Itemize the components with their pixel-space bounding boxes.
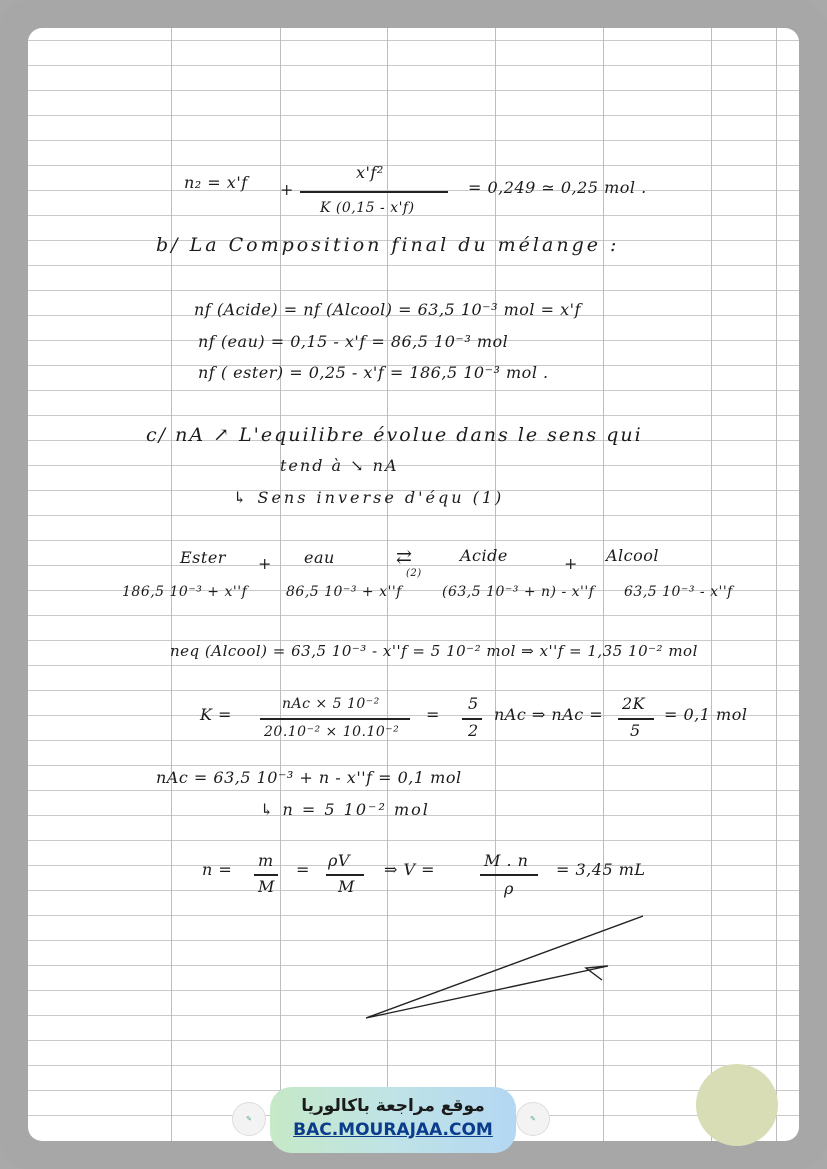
ruled-line: [28, 640, 799, 641]
ruled-line: [28, 690, 799, 691]
k-lhs: K =: [200, 705, 232, 724]
k-equals: =: [426, 705, 440, 724]
k-fraction-bar-2: [462, 718, 482, 720]
final-den-2: M: [338, 877, 355, 896]
final-equals: =: [296, 860, 310, 879]
final-bar-1: [254, 874, 278, 876]
fraction-numerator: x'f²: [356, 163, 384, 182]
nf-eau-line: nf (eau) = 0,15 - x'f = 86,5 10⁻³ mol: [198, 332, 509, 351]
k-result: = 0,1 mol: [664, 705, 748, 724]
n2-result: = 0,249 ≃ 0,25 mol .: [468, 178, 647, 197]
quantity-ester: 186,5 10⁻³ + x''f: [122, 584, 248, 600]
nf-acide-line: nf (Acide) = nf (Alcool) = 63,5 10⁻³ mol = x'f: [194, 300, 581, 319]
notebook-page: [28, 28, 799, 1141]
c-line-3: ↳ Sens inverse d'équ (1): [233, 488, 505, 507]
n2-lhs: n₂ = x'f: [184, 173, 248, 192]
site-banner[interactable]: [270, 1087, 516, 1153]
ruled-line: [28, 790, 799, 791]
ruled-line: [28, 840, 799, 841]
ruled-line: [28, 290, 799, 291]
ruled-line: [28, 565, 799, 566]
k-denominator-2: 2: [468, 721, 479, 740]
ruled-line: [28, 390, 799, 391]
ruled-line: [28, 65, 799, 66]
quantity-eau: 86,5 10⁻³ + x''f: [286, 584, 402, 600]
banner-arabic-text: موقع مراجعة باكالوريا: [301, 1096, 485, 1116]
neq-alcool-line: neq (Alcool) = 63,5 10⁻³ - x''f = 5 10⁻² mol ⇒ x''f = 1,35 10⁻² mol: [170, 642, 698, 660]
ruled-line: [28, 115, 799, 116]
species-acide: Acide: [460, 546, 508, 565]
fraction-denominator: K (0,15 - x'f): [320, 200, 415, 216]
k-numerator-2: 5: [468, 694, 479, 713]
final-num-3: M . n: [484, 851, 529, 870]
final-den-3: ρ: [504, 879, 514, 898]
final-num-2: ρV: [328, 851, 350, 870]
k-denominator: 20.10⁻² × 10.10⁻²: [264, 724, 400, 740]
ruled-line: [28, 90, 799, 91]
grid-line: [776, 28, 777, 1141]
ruled-line: [28, 615, 799, 616]
ruled-line: [28, 665, 799, 666]
heading-c: c/ nA ↗ L'equilibre évolue dans le sens qui: [146, 424, 643, 446]
ruled-line: [28, 1040, 799, 1041]
k-numerator: nAc × 5 10⁻²: [282, 696, 380, 712]
species-ester: Ester: [180, 548, 226, 567]
nac-line: nAc = 63,5 10⁻³ + n - x''f = 0,1 mol: [156, 768, 462, 787]
final-bar-3: [480, 874, 538, 876]
species-alcool: Alcool: [606, 546, 660, 565]
n-result-line: ↳ n = 5 10⁻² mol: [260, 800, 430, 819]
k-numerator-3: 2K: [622, 694, 646, 713]
species-plus-1: +: [258, 554, 272, 573]
final-den-1: M: [258, 877, 275, 896]
final-implies: ⇒ V =: [384, 860, 436, 879]
final-lhs: n =: [202, 860, 233, 879]
bacmath-badge-logo: [696, 1064, 778, 1146]
ruled-line: [28, 140, 799, 141]
ruled-line: [28, 40, 799, 41]
k-fraction-bar-3: [618, 718, 654, 720]
ruled-line: [28, 740, 799, 741]
ruled-line: [28, 765, 799, 766]
k-denominator-3: 5: [630, 721, 641, 740]
ruled-line: [28, 165, 799, 166]
k-fraction-bar: [260, 718, 410, 720]
equilibrium-arrow-icon: ⇄: [396, 546, 413, 568]
fraction-bar: [300, 191, 448, 193]
ruled-line: [28, 415, 799, 416]
ruled-line: [28, 890, 799, 891]
end-stroke-mark: [358, 908, 658, 1028]
ruled-line: [28, 515, 799, 516]
site-logo-icon: ✎: [516, 1102, 550, 1136]
nf-ester-line: nf ( ester) = 0,25 - x'f = 186,5 10⁻³ mol .: [198, 363, 549, 382]
species-plus-2: +: [564, 554, 578, 573]
final-bar-2: [326, 874, 364, 876]
plus-sign: +: [280, 180, 294, 199]
ruled-line: [28, 1065, 799, 1066]
arrow-label: (2): [406, 568, 422, 579]
ruled-line: [28, 265, 799, 266]
species-eau: eau: [304, 548, 335, 567]
site-logo-icon: ✎: [232, 1102, 266, 1136]
quantity-acide: (63,5 10⁻³ + n) - x''f: [442, 584, 595, 600]
banner-url-link[interactable]: BAC.MOURAJAA.COM: [293, 1120, 493, 1140]
quantity-alcool: 63,5 10⁻³ - x''f: [624, 584, 733, 600]
final-result: = 3,45 mL: [556, 860, 646, 879]
c-line-2: tend à ↘ nA: [280, 456, 399, 475]
final-num-1: m: [258, 851, 274, 870]
ruled-line: [28, 465, 799, 466]
k-after: nAc ⇒ nAc =: [494, 705, 604, 724]
ruled-line: [28, 540, 799, 541]
heading-b: b/ La Composition final du mélange :: [156, 234, 620, 256]
